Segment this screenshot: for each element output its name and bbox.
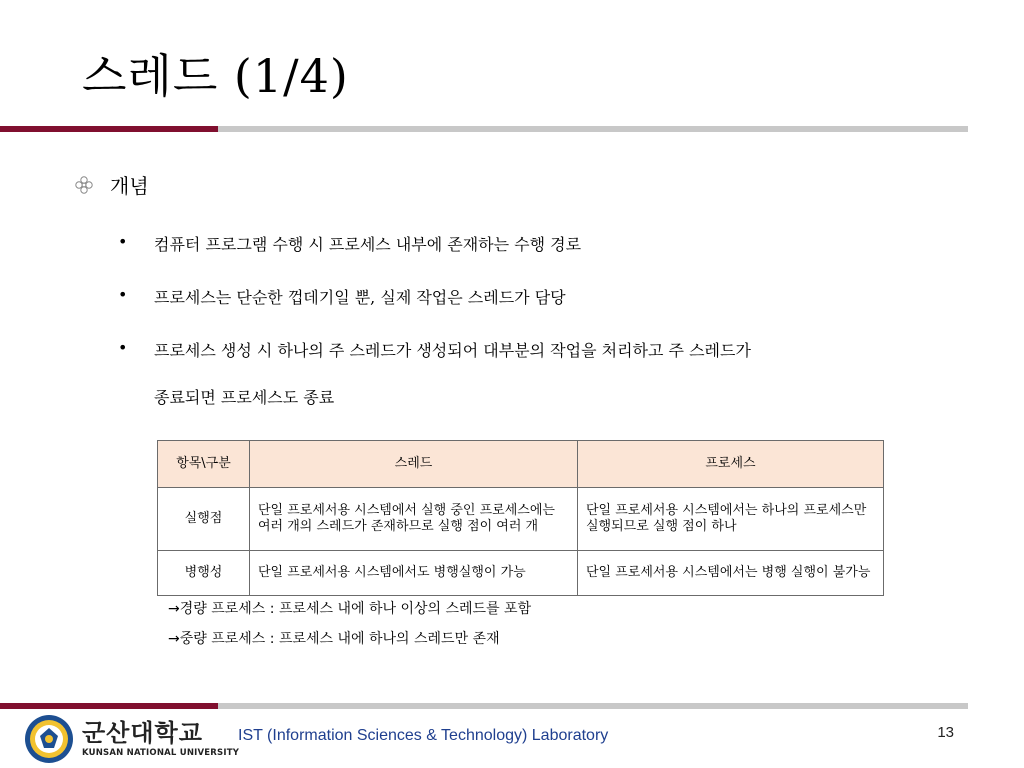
title-rule-accent (0, 126, 218, 132)
page-number: 13 (937, 724, 954, 741)
bullet-item (118, 338, 751, 361)
flower-bullet-icon (74, 175, 94, 195)
bullet-dot: • (118, 338, 128, 357)
title-rule-gray (218, 126, 968, 132)
slide-title: 스레드 (1/4) (82, 49, 349, 103)
university-name-en: KUNSAN NATIONAL UNIVERSITY (82, 748, 240, 758)
table-row (158, 551, 884, 596)
university-name-kr: 군산대학교 (82, 719, 203, 747)
table-row (158, 488, 884, 551)
comparison-table (157, 440, 884, 596)
bullet-text-continuation: 종료되면 프로세스도 종료 (154, 388, 335, 407)
lab-name: IST (Information Sciences & Technology) Laboratory (238, 727, 609, 744)
table-cell: 단일 프로세서용 시스템에서도 병행실행이 가능 (250, 551, 578, 596)
bullet-item (118, 232, 581, 255)
bullet-text: 프로세스 생성 시 하나의 주 스레드가 생성되어 대부분의 작업을 처리하고 주 스레드가 (154, 341, 751, 360)
footer-rule-gray (218, 703, 968, 709)
section-heading (74, 170, 149, 199)
table-header-cell: 항목\구분 (158, 441, 250, 488)
bullet-item (118, 285, 566, 308)
section-heading-text: 개념 (110, 174, 149, 198)
footer-rule-accent (0, 703, 218, 709)
note-lightweight-process: →경량 프로세스 : 프로세스 내에 하나 이상의 스레드를 포함 (168, 601, 532, 617)
bullet-text: 프로세스는 단순한 껍데기일 뿐, 실제 작업은 스레드가 담당 (154, 288, 566, 307)
table-header-cell: 스레드 (250, 441, 578, 488)
table-cell: 단일 프로세서용 시스템에서 실행 중인 프로세스에는 여러 개의 스레드가 존재하므로 실행 점이 여러 개 (250, 488, 578, 551)
note-heavyweight-process: →중량 프로세스 : 프로세스 내에 하나의 스레드만 존재 (168, 631, 500, 647)
university-seal-icon (24, 714, 74, 764)
table-header-cell: 프로세스 (578, 441, 884, 488)
table-header-row (158, 441, 884, 488)
bullet-dot: • (118, 232, 128, 251)
table-cell: 단일 프로세서용 시스템에서는 하나의 프로세스만 실행되므로 실행 점이 하나 (578, 488, 884, 551)
bullet-text: 컴퓨터 프로그램 수행 시 프로세스 내부에 존재하는 수행 경로 (154, 235, 582, 254)
table-cell: 단일 프로세서용 시스템에서는 병행 실행이 불가능 (578, 551, 884, 596)
university-logo (24, 714, 239, 764)
table-row-label: 병행성 (158, 551, 250, 596)
table-row-label: 실행점 (158, 488, 250, 551)
bullet-dot: • (118, 285, 128, 304)
